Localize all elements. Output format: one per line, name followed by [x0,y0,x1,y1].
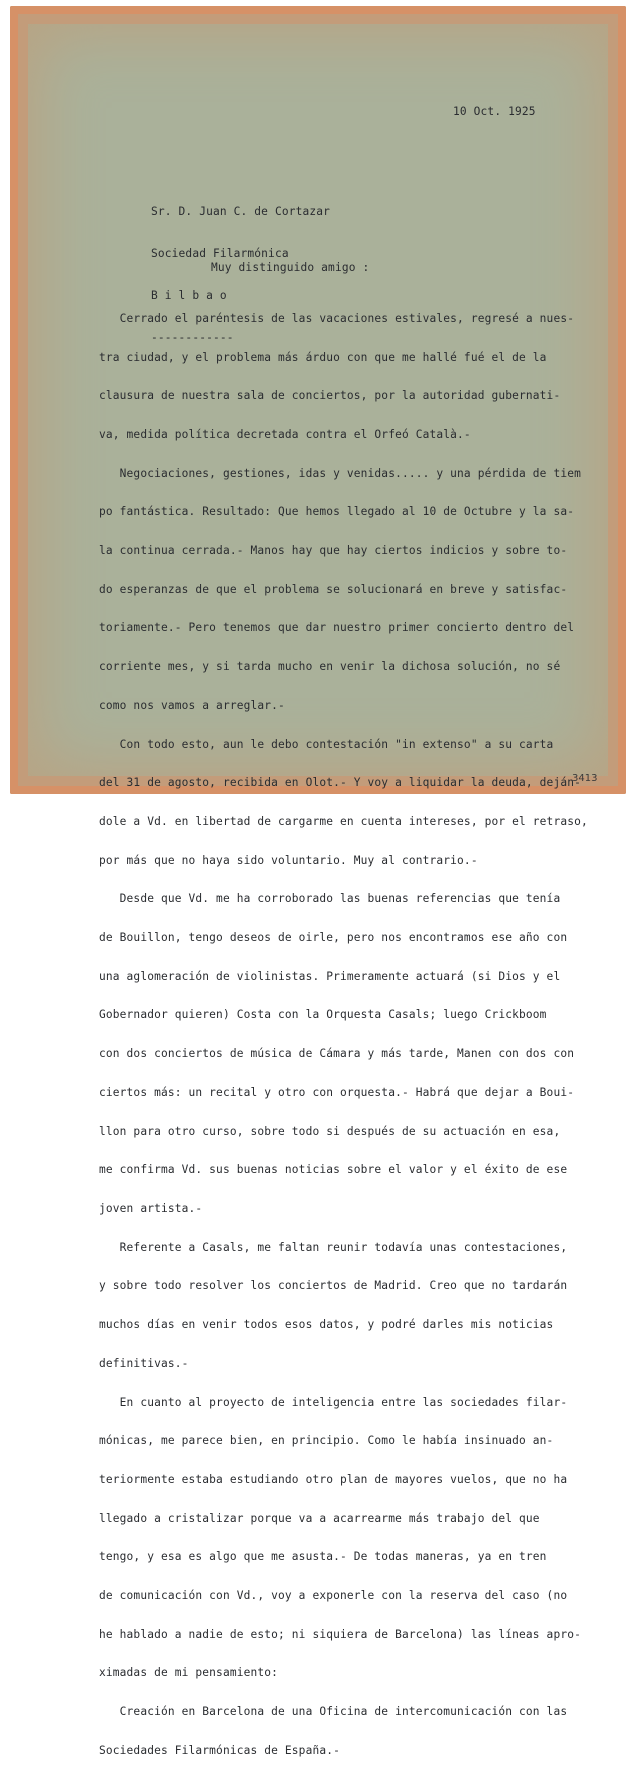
body-line: de Bouillon, tengo deseos de oirle, pero nos encontramos ese año con [99,931,568,945]
body-line: Negociaciones, gestiones, idas y venidas..... y una pérdida de tiem [99,466,581,480]
body-line: tengo, y esa es algo que me asusta.- De todas maneras, ya en tren [99,1550,547,1564]
letter-date: 10 Oct. 1925 [453,105,536,118]
body-line: me confirma Vd. sus buenas noticias sobre el valor y el éxito de ese [99,1163,568,1177]
body-line: llon para otro curso, sobre todo si después de su actuación en esa, [99,1124,561,1138]
body-line: por más que no haya sido voluntario. Muy al contrario.- [99,853,478,867]
body-line: Referente a Casals, me faltan reunir todavía unas contestaciones, [99,1240,568,1254]
body-line: Sociedades Filarmónicas de España.- [99,1743,340,1757]
body-line: Gobernador quieren) Costa con la Orquesta Casals; luego Crickboom [99,1008,547,1022]
body-line: llegado a cristalizar porque va a acarrearme más trabajo del que [99,1511,540,1525]
body-line: toriamente.- Pero tenemos que dar nuestro primer concierto dentro del [99,621,575,635]
address-line: B i l b a o [151,289,227,302]
body-line: clausura de nuestra sala de conciertos, por la autoridad gubernati- [99,389,561,403]
body-line: En cuanto al proyecto de inteligencia entre las sociedades filar- [99,1395,568,1409]
body-line: Cerrado el paréntesis de las vacaciones estivales, regresé a nues- [99,311,575,325]
body-line: la continua cerrada.- Manos hay que hay ciertos indicios y sobre to- [99,544,568,558]
body-line: do esperanzas de que el problema se solucionará en breve y satisfac- [99,582,568,596]
body-line: tra ciudad, y el problema más árduo con que me hallé fué el de la [99,350,547,364]
address-underline: ------------ [151,331,234,344]
body-line: dole a Vd. en libertad de cargarme en cuenta intereses, por el retraso, [99,814,588,828]
body-line: y sobre todo resolver los conciertos de Madrid. Creo que no tardarán [99,1279,568,1293]
body-line: como nos vamos a arreglar.- [99,698,285,712]
address-line: Sociedad Filarmónica [151,247,289,260]
body-line: con dos conciertos de música de Cámara y más tarde, Manen con dos con [99,1047,575,1061]
archive-number: 3413 [572,773,598,784]
body-line: definitivas.- [99,1356,189,1370]
body-line: corriente mes, y si tarda mucho en venir la dichosa solución, no sé [99,660,561,674]
body-line: de comunicación con Vd., voy a exponerle con la reserva del caso (no [99,1589,568,1603]
address-line: Sr. D. Juan C. de Cortazar [151,205,331,218]
body-line: Con todo esto, aun le debo contestación "in extenso" a su carta [99,737,554,751]
body-line: teriormente estaba estudiando otro plan de mayores vuelos, que no ha [99,1472,568,1486]
body-line: va, medida política decretada contra el Orfeó Català.- [99,427,471,441]
body-line: po fantástica. Resultado: Que hemos llegado al 10 de Octubre y la sa- [99,505,575,519]
body-line: Desde que Vd. me ha corroborado las buenas referencias que tenía [99,892,561,906]
body-line: mónicas, me parece bien, en principio. Como le había insinuado an- [99,1434,554,1448]
letter-body [99,287,588,1771]
body-line: Creación en Barcelona de una Oficina de intercomunicación con las [99,1705,568,1719]
body-line: joven artista.- [99,1201,203,1215]
salutation: Muy distinguido amigo : [211,261,370,274]
body-line: ximadas de mi pensamiento: [99,1666,279,1680]
body-line: he hablado a nadie de esto; ni siquiera de Barcelona) las líneas apro- [99,1627,581,1641]
body-line: ciertos más: un recital y otro con orquesta.- Habrá que dejar a Boui- [99,1085,575,1099]
body-line: una aglomeración de violinistas. Primeramente actuará (si Dios y el [99,969,561,983]
body-line: del 31 de agosto, recibida en Olot.- Y voy a liquidar la deuda, deján- [99,776,581,790]
body-line: muchos días en venir todos esos datos, y podré darles mis noticias [99,1318,554,1332]
